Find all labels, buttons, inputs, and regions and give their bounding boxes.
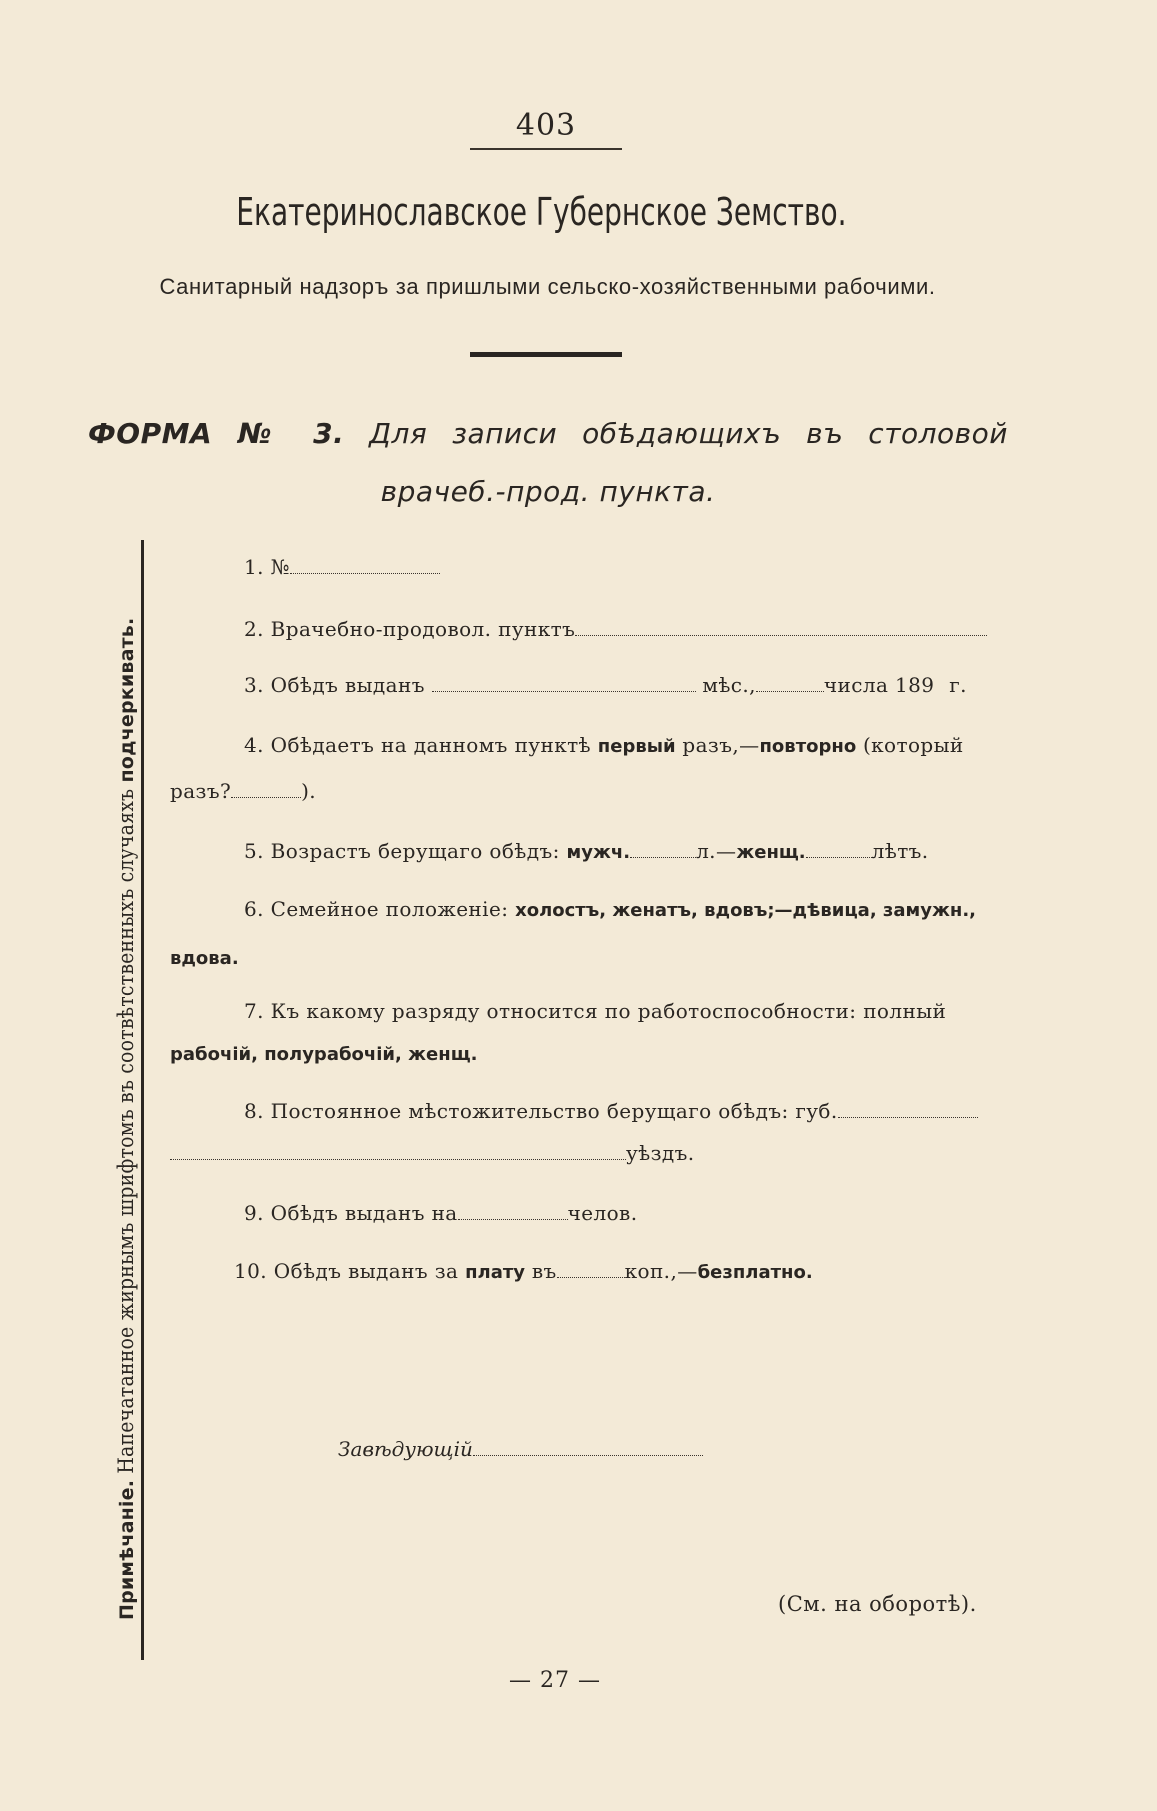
bold-option: безплатно. [697, 1262, 813, 1283]
blank-field[interactable] [432, 690, 696, 692]
item-10 [234, 1246, 1066, 1298]
blank-field[interactable] [231, 796, 301, 798]
item-text: уѣздъ. [626, 1141, 695, 1165]
item-text: мѣс., [702, 673, 756, 697]
form-title [88, 405, 1008, 521]
footer-page-number: — 27 — [509, 1668, 601, 1693]
bold-option: повторно [759, 736, 857, 757]
item-text: коп.,— [624, 1259, 698, 1283]
divider-rule [470, 352, 622, 357]
item-text: полный [863, 999, 947, 1023]
item-8-continued [170, 1128, 1002, 1178]
item-text: ). [301, 779, 317, 803]
item-9 [244, 1188, 1076, 1238]
bold-option: холостъ, женатъ, вдовъ;—дѣвица, замужн., [515, 900, 976, 921]
item-text: Обѣдъ выданъ [270, 673, 425, 697]
blank-field[interactable] [806, 856, 872, 858]
item-number: 8. [244, 1099, 264, 1123]
bold-option: плату [465, 1262, 526, 1283]
bold-option: рабочій, полурабочій, женщ. [170, 1044, 478, 1065]
signature-field[interactable] [473, 1454, 703, 1456]
zemstvo-title: Екатеринославское Губернское Земство. [236, 190, 847, 234]
item-number: 2. [244, 617, 264, 641]
bold-option: вдова. [170, 948, 239, 969]
supervision-subtitle: Санитарный надзоръ за пришлыми сельско-хозяйственными рабочими. [159, 274, 936, 299]
item-text: Постоянное мѣстожительство берущаго обѣдъ: губ. [270, 1099, 838, 1123]
manager-label: Завѣдующій [338, 1437, 473, 1461]
item-number: 9. [244, 1201, 264, 1225]
margin-note-label: Примѣчаніе. [116, 1479, 138, 1620]
item-text: въ [531, 1259, 557, 1283]
item-text: разъ,— [682, 733, 760, 757]
item-number: 7. [244, 999, 264, 1023]
item-number: 5. [244, 839, 264, 863]
item-text: разъ? [170, 779, 232, 803]
item-text: Къ какому разряду относится по работоспособности: [270, 999, 857, 1023]
form-purpose: Для записи обѣдающихъ въ столовой врачеб.-прод. пункта. [369, 417, 1008, 508]
item-4 [244, 720, 1076, 772]
item-text: Врачебно-продовол. пунктъ [270, 617, 576, 641]
item-text: Обѣдаетъ на данномъ пунктѣ [270, 733, 592, 757]
margin-note [114, 580, 150, 1620]
bold-option: женщ. [736, 842, 806, 863]
number-underline [470, 148, 622, 150]
item-number: 1. [244, 555, 264, 579]
page-number: 403 [515, 108, 577, 143]
margin-note-emphasis: подчеркивать. [116, 617, 138, 783]
item-text: челов. [567, 1201, 638, 1225]
blank-field[interactable] [290, 572, 440, 574]
blank-field[interactable] [575, 634, 987, 636]
manager-signature-line [338, 1437, 703, 1461]
item-number: 6. [244, 897, 264, 921]
item-text: Возрастъ берущаго обѣдъ: [270, 839, 560, 863]
margin-note-text: Напечатанное жирнымъ шрифтомъ въ соотвѣтственныхъ случаяхъ [114, 788, 138, 1474]
item-6 [244, 884, 1076, 936]
item-text: г. [949, 673, 967, 697]
item-5 [244, 826, 1076, 878]
item-4-continued [170, 766, 1002, 816]
item-text: Семейное положеніе: [270, 897, 509, 921]
blank-field[interactable] [630, 856, 696, 858]
form-number: ФОРМА № 3. [88, 417, 345, 450]
item-text: Обѣдъ выданъ на [270, 1201, 458, 1225]
blank-field[interactable] [557, 1276, 625, 1278]
item-number: 4. [244, 733, 264, 757]
bold-option: первый [597, 736, 676, 757]
item-3 [244, 660, 1076, 710]
blank-field[interactable] [170, 1158, 626, 1160]
item-6-continued [170, 932, 1002, 984]
item-2 [244, 604, 1076, 654]
item-text: лѣтъ. [871, 839, 929, 863]
bold-option: мужч. [566, 842, 631, 863]
item-number: 3. [244, 673, 264, 697]
blank-field[interactable] [838, 1116, 978, 1118]
blank-field[interactable] [458, 1218, 568, 1220]
item-7-continued [170, 1028, 1002, 1080]
item-1 [244, 542, 1076, 592]
item-text: Обѣдъ выданъ за [273, 1259, 459, 1283]
see-reverse-note: (См. на оборотѣ). [778, 1592, 977, 1616]
item-number: 10. [234, 1259, 268, 1283]
item-text: (который [862, 733, 964, 757]
blank-field[interactable] [756, 690, 824, 692]
item-text: № [270, 555, 290, 579]
item-text: числа 189 [823, 673, 935, 697]
item-text: л.— [696, 839, 737, 863]
